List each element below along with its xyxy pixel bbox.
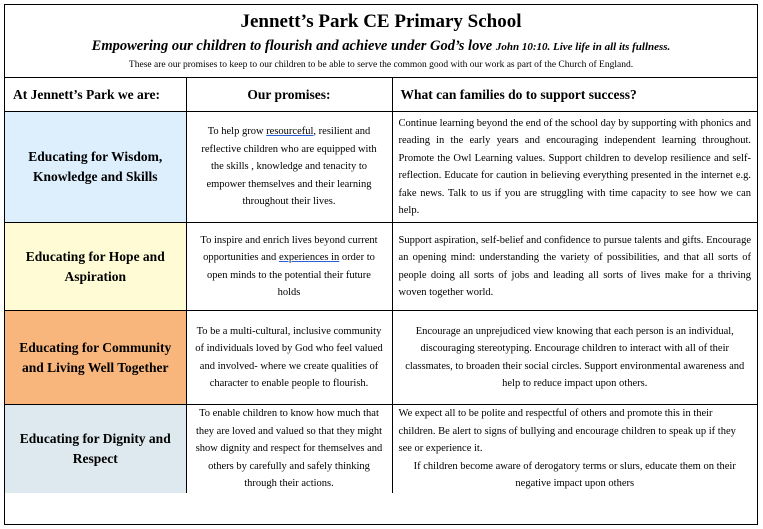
values-table	[5, 78, 757, 493]
families-text: If children become aware of derogatory terms or slurs, educate them on their negative impact upon others	[413, 460, 736, 489]
school-header	[5, 5, 757, 78]
area-cell-wisdom: Educating for Wisdom, Knowledge and Skills	[5, 112, 186, 223]
promise-cell	[186, 223, 392, 311]
table-row	[5, 311, 757, 405]
column-header-families: What can families do to support success?	[392, 78, 757, 112]
spellcheck-word: experiences in	[278, 252, 340, 263]
document-page	[4, 4, 758, 525]
column-header-area: At Jennett’s Park we are:	[5, 78, 186, 112]
spellcheck-word: resourceful	[266, 126, 314, 138]
promise-cell: To be a multi-cultural, inclusive community of individuals loved by God who feel valued and involved- where we create qualities of character to enable people to flourish.	[186, 311, 392, 405]
families-cell	[392, 405, 757, 493]
area-cell-community: Educating for Community and Living Well Together	[5, 311, 186, 405]
promise-cell	[186, 112, 392, 223]
promise-text: , resilient and reflective children who are equipped with the skills , knowledge and tenacity to empower themselves and their learning throughout their lives.	[201, 126, 377, 208]
area-cell-hope: Educating for Hope and Aspiration	[5, 223, 186, 311]
table-row	[5, 405, 757, 493]
motto-reference: John 10:10. Live life in all its fullness.	[495, 41, 671, 53]
promise-text: To help grow	[207, 126, 267, 138]
school-title: Jennett’s Park CE Primary School	[240, 11, 522, 32]
families-text: We expect all to be polite and respectful of others and promote this in their children. Be alert to signs of bullying and encourage children to speak up if they see or experience it.	[398, 408, 736, 454]
promise-cell: To enable children to know how much that they are loved and valued so that they might show dignity and respect for themselves and others by carefully and safely thinking through their actions.	[186, 405, 392, 493]
area-cell-dignity: Educating for Dignity and Respect	[5, 405, 186, 493]
families-cell: Encourage an unprejudiced view knowing that each person is an individual, discouraging stereotyping. Encourage children to interact with all of their classmates, to broaden their social circles. Support environmental awareness and help to reduce impact upon others.	[392, 311, 757, 405]
promise-text: To inspire and enrich lives beyond current opportunities and	[200, 234, 378, 263]
table-row	[5, 112, 757, 223]
table-header-row	[5, 78, 757, 112]
families-cell: Support aspiration, self-belief and confidence to pursue talents and gifts. Encourage an opening mind: understanding the variety of possibilities, and that all sorts of people doing all sorts of jobs and leading all sorts of lives make for a thriving woven together world.	[392, 223, 757, 311]
promise-statement: These are our promises to keep to our children to be able to serve the common good with our work as part of the Church of England.	[128, 60, 634, 70]
families-cell: Continue learning beyond the end of the school day by supporting with phonics and reading in the early years and encouraging independent learning throughout. Promote the Owl Learning values. Support children to develop resilience and self-reflection. Educate for caution in believing everything presented in the internet e.g. fake news. Talk to us if you are struggling with time capacity to see how we can help.	[392, 112, 757, 223]
column-header-promises: Our promises:	[186, 78, 392, 112]
motto-text: Empowering our children to flourish and achieve under God’s love	[91, 38, 493, 54]
promise-text: order to open minds to the potential their future holds	[207, 252, 375, 298]
school-motto	[5, 36, 757, 57]
table-row	[5, 223, 757, 311]
